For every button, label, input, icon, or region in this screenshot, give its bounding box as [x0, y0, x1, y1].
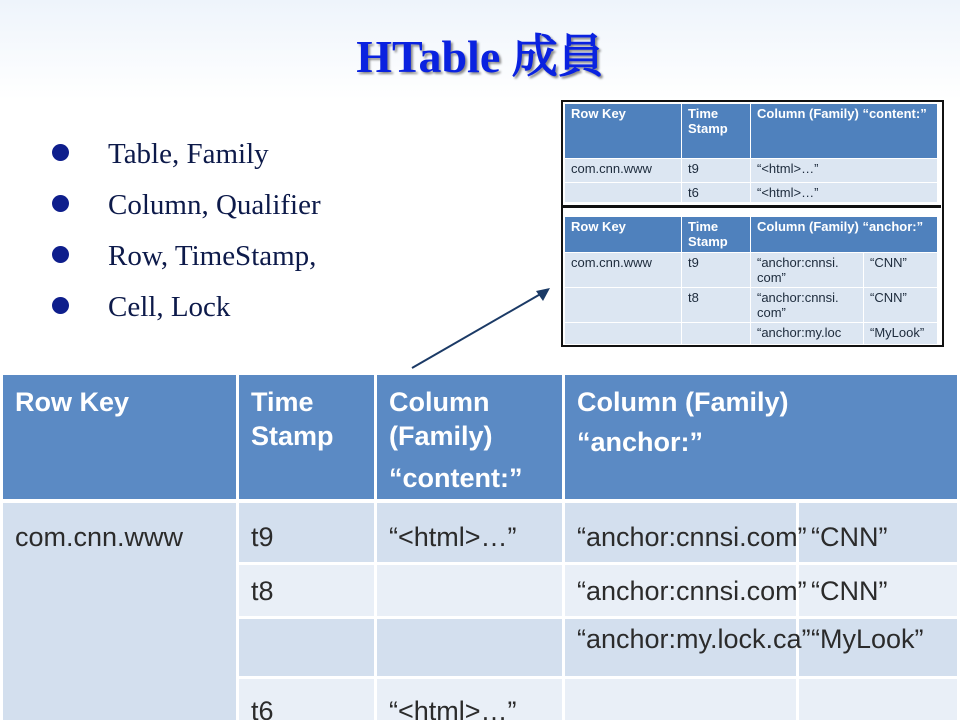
mini-cell: t6	[682, 183, 751, 203]
mini-cell: com.cnn.www	[565, 253, 682, 288]
mini-cell: t9	[682, 253, 751, 288]
mini-cell: “CNN”	[864, 288, 938, 323]
bullet-dot-icon	[52, 195, 69, 212]
big-table	[0, 372, 960, 720]
mini-cell	[565, 323, 682, 345]
bullet-dot-icon	[52, 144, 69, 161]
bullet-item	[46, 237, 321, 288]
cell-anchor	[564, 677, 798, 720]
mini-header-time-stamp: Time Stamp	[682, 104, 751, 159]
cell-timestamp: t6	[238, 677, 376, 720]
mini-table-anchor	[564, 216, 938, 345]
mini-header-column-family: Column (Family) “anchor:”	[751, 217, 938, 253]
big-table-frame	[0, 372, 960, 720]
mini-cell: “anchor:cnnsi. com”	[751, 288, 864, 323]
cell-row-key: com.cnn.www	[2, 501, 238, 720]
mini-cell: t9	[682, 159, 751, 183]
cell-content: “<html>…”	[376, 501, 564, 563]
pointer-arrow-icon	[400, 280, 560, 380]
cell-value: “MyLook”	[798, 617, 959, 677]
mini-header-row-key: Row Key	[565, 217, 682, 253]
bullet-item	[46, 135, 321, 186]
header-column-anchor: Column (Family) “anchor:”	[564, 374, 959, 502]
mini-cell: “<html>…”	[751, 183, 938, 203]
cell-content	[376, 617, 564, 677]
header-row-key: Row Key	[2, 374, 238, 502]
mini-cell: “CNN”	[864, 253, 938, 288]
bullet-dot-icon	[52, 297, 69, 314]
mini-cell	[682, 323, 751, 345]
mini-divider	[561, 205, 941, 208]
mini-cell: com.cnn.www	[565, 159, 682, 183]
mini-header-column-family: Column (Family) “content:”	[751, 104, 938, 159]
mini-cell: “anchor:cnnsi. com”	[751, 253, 864, 288]
cell-value	[798, 677, 959, 720]
mini-cell	[565, 183, 682, 203]
mini-table-content	[564, 103, 938, 203]
mini-header-time-stamp: Time Stamp	[682, 217, 751, 253]
cell-timestamp	[238, 617, 376, 677]
bullet-text: Table, Family	[108, 138, 269, 170]
slide-title: HTable 成員	[356, 31, 604, 82]
mini-cell: “<html>…”	[751, 159, 938, 183]
mini-cell: t8	[682, 288, 751, 323]
mini-cell: “MyLook”	[864, 323, 938, 345]
cell-value: “CNN”	[798, 563, 959, 617]
bullet-text: Cell, Lock	[108, 291, 231, 323]
mini-cell: “anchor:my.loc	[751, 323, 864, 345]
header-column-content: Column (Family) “content:”	[376, 374, 564, 502]
cell-value: “CNN”	[798, 501, 959, 563]
cell-anchor: “anchor:my.lock.ca”	[564, 617, 798, 677]
bullet-item	[46, 186, 321, 237]
cell-timestamp: t8	[238, 563, 376, 617]
cell-content: “<html>…”	[376, 677, 564, 720]
header-time-stamp: Time Stamp	[238, 374, 376, 502]
mini-cell	[565, 288, 682, 323]
cell-content	[376, 563, 564, 617]
bullet-text: Column, Qualifier	[108, 189, 321, 221]
bullet-item	[46, 288, 321, 339]
cell-timestamp: t9	[238, 501, 376, 563]
bullet-text: Row, TimeStamp,	[108, 240, 317, 272]
bullet-list	[46, 135, 321, 339]
cell-anchor: “anchor:cnnsi.com”	[564, 501, 798, 563]
bullet-dot-icon	[52, 246, 69, 263]
cell-anchor: “anchor:cnnsi.com”	[564, 563, 798, 617]
mini-header-row-key: Row Key	[565, 104, 682, 159]
